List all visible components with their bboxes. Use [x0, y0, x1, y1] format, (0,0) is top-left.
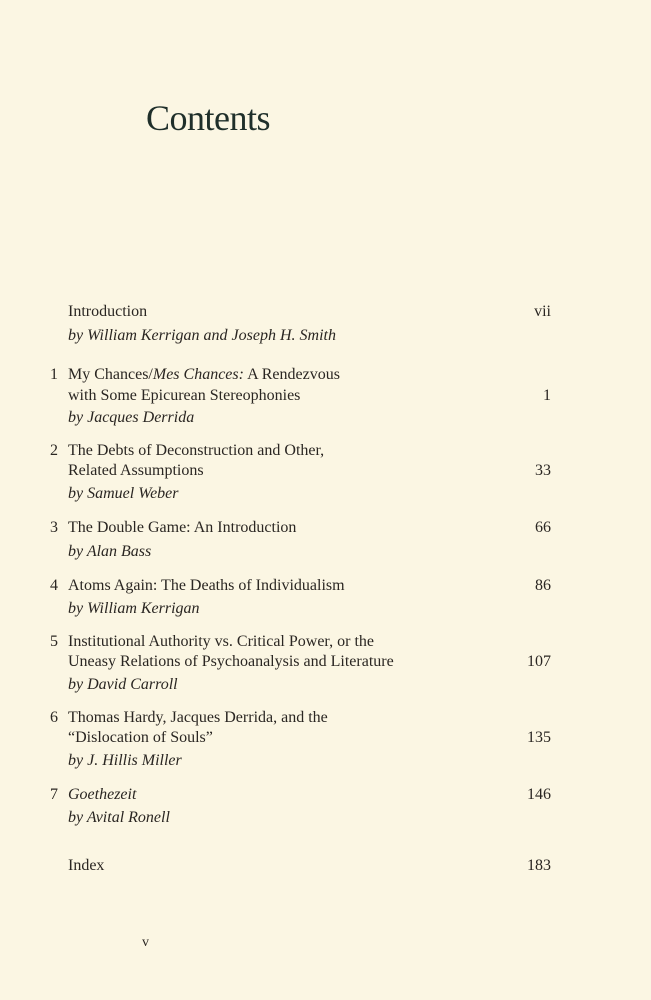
entry-page-number: vii — [534, 303, 551, 320]
entry-title-line: with Some Epicurean Stereophonies — [68, 387, 301, 404]
entry-title-line: “Dislocation of Souls” — [68, 729, 213, 746]
entry-title: Introduction — [68, 303, 148, 320]
entry-number: 3 — [50, 519, 58, 536]
entry-title-line: Institutional Authority vs. Critical Power, or the — [68, 633, 374, 650]
entry-author: by Samuel Weber — [68, 485, 179, 502]
entry-author: by J. Hillis Miller — [68, 752, 182, 769]
entry-number: 5 — [50, 633, 58, 650]
page-title: Contents — [146, 98, 271, 138]
entry-title-line: Goethezeit — [68, 786, 137, 803]
entry-author: by William Kerrigan and Joseph H. Smith — [68, 327, 336, 344]
entry-title-line — [68, 365, 340, 385]
entry-page-number: 146 — [527, 786, 551, 803]
entry-title-line: Thomas Hardy, Jacques Derrida, and the — [68, 709, 328, 726]
entry-author: by William Kerrigan — [68, 600, 200, 617]
entry-title-part: A Rendezvous — [243, 366, 340, 383]
entry-title: Index — [68, 857, 105, 874]
entry-page-number: 135 — [527, 729, 551, 746]
entry-page-number: 33 — [535, 462, 551, 479]
entry-number: 4 — [50, 577, 58, 594]
entry-page-number: 107 — [527, 653, 551, 670]
entry-author: by David Carroll — [68, 676, 178, 693]
entry-author: by Alan Bass — [68, 543, 152, 560]
entry-title-part: My Chances/ — [68, 366, 153, 383]
entry-author: by Jacques Derrida — [68, 409, 195, 426]
entry-title-line: Uneasy Relations of Psychoanalysis and Literature — [68, 653, 394, 670]
entry-title-line: The Debts of Deconstruction and Other, — [68, 442, 325, 459]
entry-title-line: Related Assumptions — [68, 462, 204, 479]
entry-title-line: Atoms Again: The Deaths of Individualism — [68, 577, 345, 594]
entry-number: 2 — [50, 442, 58, 459]
entry-title-line: The Double Game: An Introduction — [68, 519, 297, 536]
entry-title-italic: Mes Chances: — [152, 366, 244, 383]
entry-page-number: 183 — [527, 857, 551, 874]
page-folio: v — [142, 935, 149, 950]
entry-number: 1 — [50, 366, 58, 383]
entry-number: 6 — [50, 709, 58, 726]
entry-page-number: 86 — [535, 577, 551, 594]
entry-number: 7 — [50, 786, 58, 803]
entry-page-number: 66 — [535, 519, 551, 536]
entry-page-number: 1 — [543, 387, 551, 404]
entry-author: by Avital Ronell — [68, 809, 170, 826]
